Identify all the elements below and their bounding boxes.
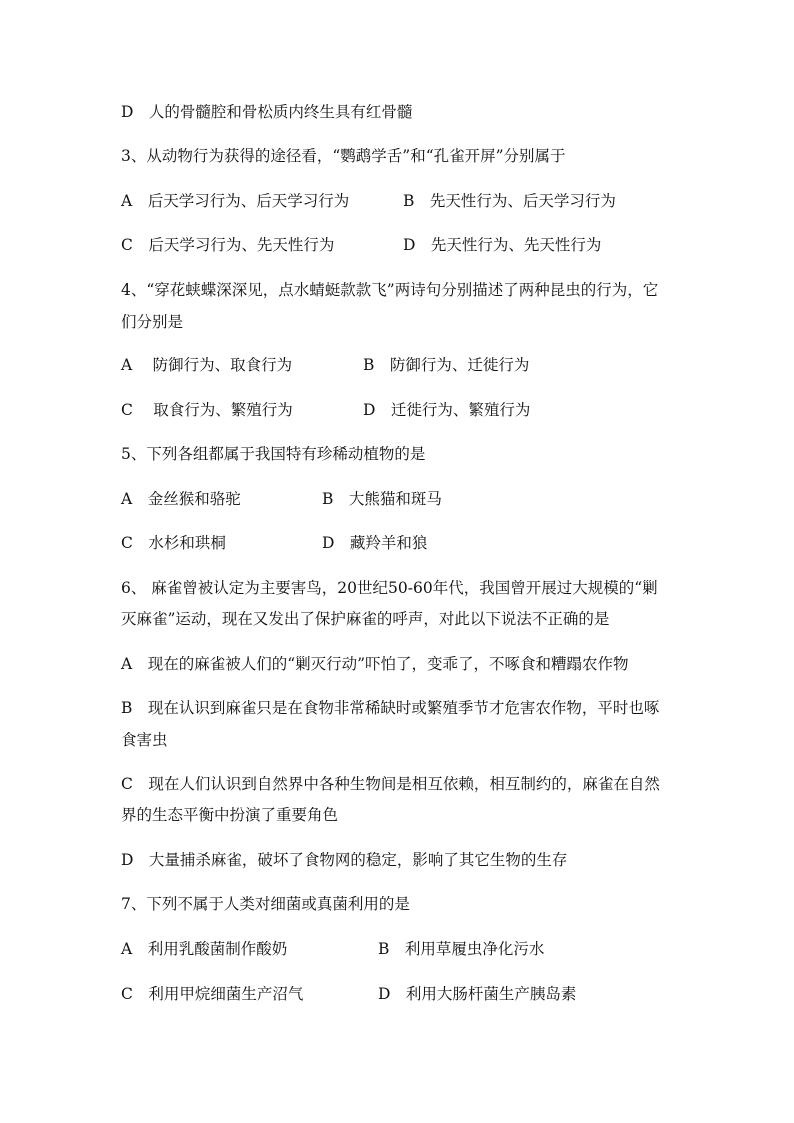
q5-option-c: C 水杉和珙桐 (121, 534, 226, 552)
q7-option-d: D 利用大肠杆菌生产胰岛素 (378, 985, 577, 1003)
q4-option-d: D 迁徙行为、繁殖行为 (363, 401, 531, 419)
q7-option-b: B 利用草履虫净化污水 (378, 940, 545, 958)
q4-option-c: C 取食行为、繁殖行为 (121, 401, 293, 419)
q6-option-b-line2: 食害虫 (121, 731, 168, 749)
q4-stem-line1: 4、“穿花蛱蝶深深见，点水蜻蜓款款飞”两诗句分别描述了两种昆虫的行为，它 (121, 281, 659, 299)
q7-stem: 7、下列不属于人类对细菌或真菌利用的是 (121, 895, 410, 913)
q4-stem-line2: 们分别是 (121, 313, 184, 331)
q5-options-row1 (121, 489, 681, 509)
q4-option-a: A 防御行为、取食行为 (121, 356, 293, 374)
q6-option-a: A 现在的麻雀被人们的“剿灭行动”吓怕了，变乖了，不啄食和糟蹋农作物 (121, 655, 629, 673)
q3-option-c: C 后天学习行为、先天性行为 (121, 236, 335, 254)
q5-option-b: B 大熊猫和斑马 (322, 490, 442, 508)
q6-option-d: D 大量捕杀麻雀，破坏了食物网的稳定，影响了其它生物的生存 (121, 851, 568, 869)
q4-options-row2 (121, 400, 681, 420)
q3-options-row1 (121, 191, 681, 211)
q6-option-c-line2: 界的生态平衡中扮演了重要角色 (121, 806, 339, 824)
q7-options-row1 (121, 939, 681, 959)
q7-option-c: C 利用甲烷细菌生产沼气 (121, 985, 304, 1003)
q5-stem: 5、下列各组都属于我国特有珍稀动植物的是 (121, 445, 426, 463)
q5-option-d: D 藏羚羊和狼 (322, 534, 428, 552)
q2-option-d: D 人的骨髓腔和骨松质内终生具有红骨髓 (121, 103, 413, 121)
q7-options-row2 (121, 984, 681, 1004)
q3-stem: 3、从动物行为获得的途径看，“鹦鹉学舌”和“孔雀开屏”分别属于 (121, 147, 566, 165)
q3-option-a: A 后天学习行为、后天学习行为 (121, 192, 350, 210)
q4-option-b: B 防御行为、迁徙行为 (363, 356, 530, 374)
q3-option-d: D 先天性行为、先天性行为 (403, 236, 602, 254)
q6-stem-line1: 6、 麻雀曾被认定为主要害鸟，20世纪50-60年代，我国曾开展过大规模的“剿 (121, 579, 658, 597)
q6-stem-line2: 灭麻雀”运动，现在又发出了保护麻雀的呼声，对此以下说法不正确的是 (121, 610, 610, 628)
q7-option-a: A 利用乳酸菌制作酸奶 (121, 940, 288, 958)
q3-option-b: B 先天性行为、后天学习行为 (403, 192, 616, 210)
q6-option-b-line1: B 现在认识到麻雀只是在食物非常稀缺时或繁殖季节才危害农作物，平时也啄 (121, 699, 660, 717)
q5-options-row2 (121, 533, 681, 553)
q3-options-row2 (121, 235, 681, 255)
q4-options-row1 (121, 355, 681, 375)
q5-option-a: A 金丝猴和骆驼 (121, 490, 241, 508)
q6-option-c-line1: C 现在人们认识到自然界中各种生物间是相互依赖，相互制约的，麻雀在自然 (121, 775, 660, 793)
